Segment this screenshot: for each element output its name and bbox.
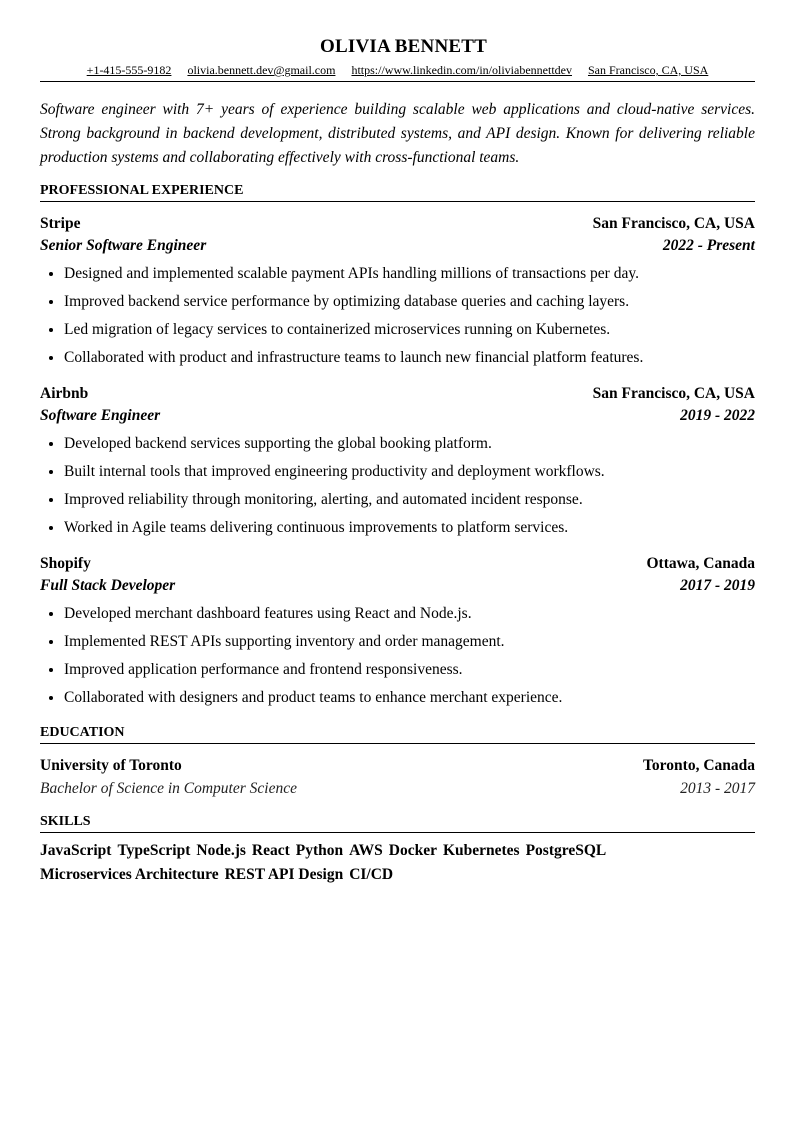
job-bullet: • Built internal tools that improved engineering productivity and deployment workflows.: [64, 458, 755, 486]
education-entry: [40, 754, 755, 801]
experience-section-title: PROFESSIONAL EXPERIENCE: [40, 182, 755, 202]
job-entry: [40, 552, 755, 712]
job-bullets: [40, 600, 755, 712]
skill-item: TypeScript: [117, 842, 191, 859]
school-name: University of Toronto: [40, 757, 182, 774]
candidate-name: OLIVIA BENNETT: [320, 36, 487, 57]
skill-item: JavaScript: [40, 842, 112, 859]
linkedin-link[interactable]: https://www.linkedin.com/in/oliviabennettdev: [351, 63, 572, 77]
education-section-title: EDUCATION: [40, 724, 755, 744]
skill-item: AWS: [349, 842, 383, 859]
skill-item: Kubernetes: [442, 842, 520, 859]
skills-list: [40, 839, 620, 887]
job-entry: [40, 212, 755, 372]
education-dates: 2013 - 2017: [680, 780, 755, 797]
experience-list: [40, 212, 755, 712]
company-name: Shopify: [40, 555, 91, 572]
job-location: San Francisco, CA, USA: [592, 215, 755, 232]
job-entry: [40, 382, 755, 542]
company-name: Airbnb: [40, 385, 89, 402]
contact-line: [40, 63, 755, 82]
job-role: Senior Software Engineer: [40, 237, 207, 254]
job-bullet: • Led migration of legacy services to containerized microservices running on Kubernetes.: [64, 316, 755, 344]
skill-item: React: [251, 842, 290, 859]
job-dates: 2017 - 2019: [680, 577, 755, 594]
skill-item: Python: [295, 842, 344, 859]
skill-item: CI/CD: [349, 866, 394, 883]
skill-item: Docker: [388, 842, 437, 859]
skill-item: Microservices Architecture: [40, 866, 219, 883]
education-detail-row: [40, 777, 755, 801]
job-bullet: • Worked in Agile teams delivering continuous improvements to platform services.: [64, 514, 755, 542]
job-role-row: [40, 575, 755, 597]
job-location: San Francisco, CA, USA: [592, 385, 755, 402]
job-role: Full Stack Developer: [40, 577, 176, 594]
job-bullet: • Collaborated with designers and product teams to enhance merchant experience.: [64, 684, 755, 712]
email-link[interactable]: olivia.bennett.dev@gmail.com: [187, 63, 336, 77]
job-header-row: [40, 552, 755, 575]
skill-item: PostgreSQL: [525, 842, 607, 859]
job-bullet: • Improved backend service performance by optimizing database queries and caching layers.: [64, 288, 755, 316]
location-link[interactable]: San Francisco, CA, USA: [587, 63, 709, 77]
job-role-row: [40, 235, 755, 257]
job-dates: 2022 - Present: [662, 237, 755, 254]
skills-section-title: SKILLS: [40, 813, 755, 833]
school-location: Toronto, Canada: [643, 757, 755, 774]
job-header-row: [40, 212, 755, 235]
skill-item: Node.js: [196, 842, 246, 859]
job-bullets: [40, 430, 755, 542]
degree: Bachelor of Science in Computer Science: [40, 780, 297, 797]
job-role-row: [40, 405, 755, 427]
company-name: Stripe: [40, 215, 81, 232]
job-bullet: • Collaborated with product and infrastructure teams to launch new financial platform features.: [64, 344, 755, 372]
job-header-row: [40, 382, 755, 405]
job-location: Ottawa, Canada: [646, 555, 755, 572]
job-role: Software Engineer: [40, 407, 161, 424]
skill-item: REST API Design: [224, 866, 344, 883]
job-bullet: • Implemented REST APIs supporting inventory and order management.: [64, 628, 755, 656]
job-dates: 2019 - 2022: [680, 407, 755, 424]
phone-link[interactable]: +1-415-555-9182: [86, 63, 172, 77]
education-header-row: [40, 754, 755, 777]
job-bullet: • Developed merchant dashboard features using React and Node.js.: [64, 600, 755, 628]
summary-paragraph: Software engineer with 7+ years of experience building scalable web applications and cloud-native services. Strong background in backend development, distributed systems, and API design. Known for delivering reliable production systems and collaborating effectively with cross-functional teams.: [40, 101, 755, 166]
job-bullet: • Improved application performance and frontend responsiveness.: [64, 656, 755, 684]
job-bullet: • Improved reliability through monitoring, alerting, and automated incident response.: [64, 486, 755, 514]
job-bullet: • Developed backend services supporting the global booking platform.: [64, 430, 755, 458]
job-bullet: • Designed and implemented scalable payment APIs handling millions of transactions per day.: [64, 260, 755, 288]
job-bullets: [40, 260, 755, 372]
